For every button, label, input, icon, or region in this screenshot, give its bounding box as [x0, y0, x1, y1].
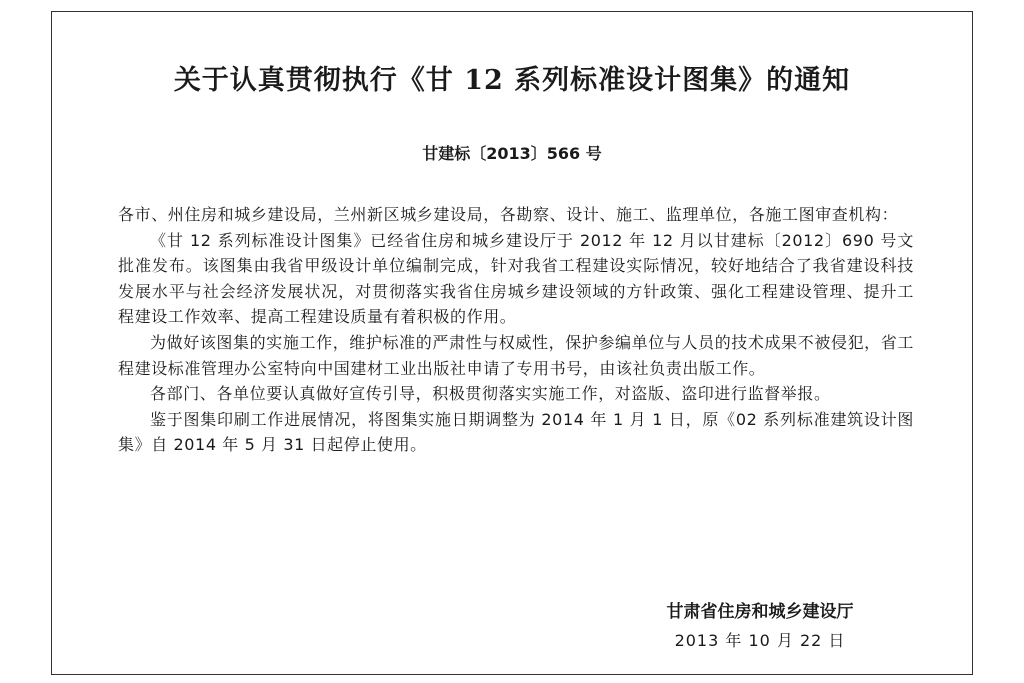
issue-date: 2013 年 10 月 22 日 — [674, 631, 846, 650]
document-title: 关于认真贯彻执行《甘 12 系列标准设计图集》的通知 — [173, 65, 851, 96]
document-body — [118, 202, 914, 458]
paragraph-1: 《甘 12 系列标准设计图集》已经省住房和城乡建设厅于 2012 年 12 月以甘建标〔2012〕690 号文批准发布。该图集由我省甲级设计单位编制完成，针对我省工程建设实际情况，较好地结合了我省建设科技发展水平与社会经济发展状况，对贯彻落实我省住房城乡建设领域的方针政策、强化工程建设管理、提升工程建设工作效率、提高工程建设质量有着积极的作用。 — [118, 230, 914, 327]
issuer-signature: 甘肃省住房和城乡建设厅 — [666, 602, 854, 622]
paragraph-3: 各部门、各单位要认真做好宣传引导，积极贯彻落实实施工作，对盗版、盗印进行监督举报。 — [150, 384, 831, 404]
paragraph-4: 鉴于图集印刷工作进展情况，将图集实施日期调整为 2014 年 1 月 1 日，原《02 系列标准建筑设计图集》自 2014 年 5 月 31 日起停止使用。 — [118, 409, 914, 455]
addressee-line: 各市、州住房和城乡建设局，兰州新区城乡建设局，各勘察、设计、施工、监理单位，各施工图审查机构： — [118, 205, 899, 224]
paragraph-2: 为做好该图集的实施工作，维护标准的严肃性与权威性，保护参编单位与人员的技术成果不被侵犯，省工程建设标准管理办公室特向中国建材工业出版社申请了专用书号，由该社负责出版工作。 — [118, 332, 914, 378]
document-number: 甘建标〔2013〕566 号 — [422, 144, 602, 163]
